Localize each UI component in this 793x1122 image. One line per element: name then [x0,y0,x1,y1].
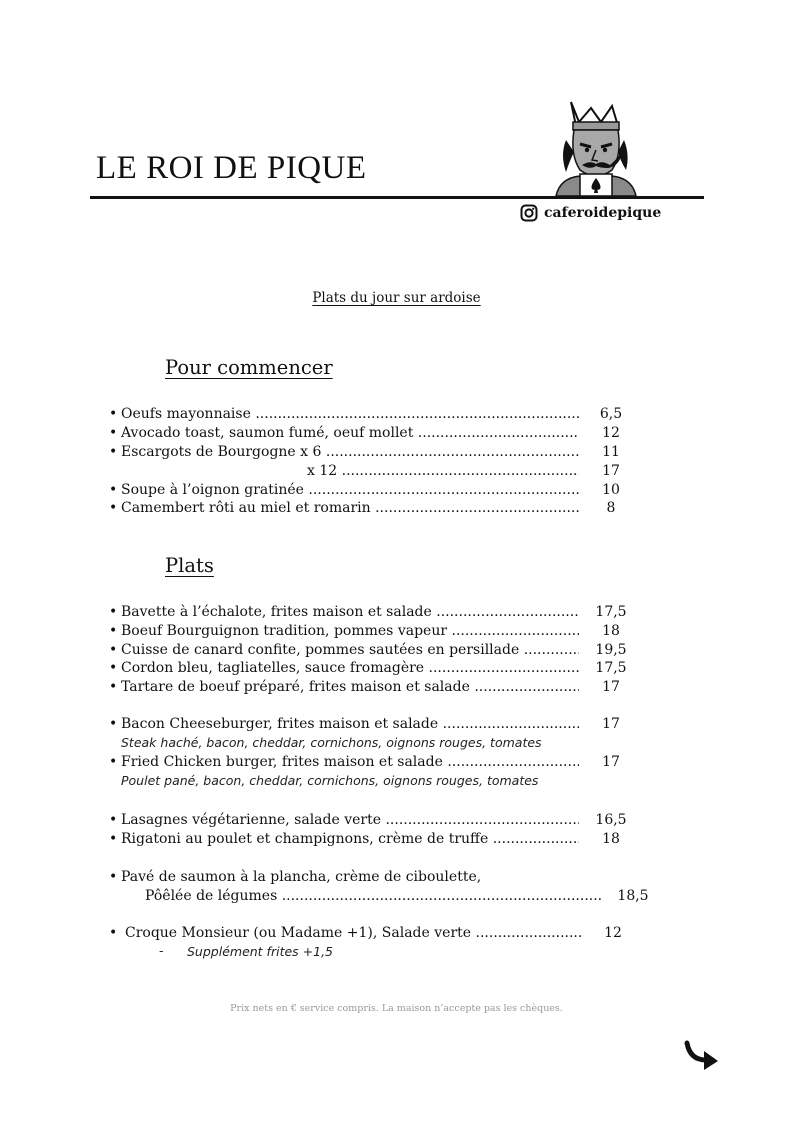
bullet: • [109,754,118,770]
supplement-note: Supplément frites +1,5 [187,944,333,959]
item-price: 17 [602,754,620,770]
item-name: Croque Monsieur (ou Madame +1), Salade verte ..... [125,924,581,943]
supplement-dash: - [159,943,164,958]
page-title: LE ROI DE PIQUE [96,150,367,186]
menu-item [109,641,639,660]
item-name: Avocado toast, saumon fumé, oeuf mollet ..... [121,424,579,443]
item-price: 17,5 [595,660,627,676]
item-price: 17 [602,463,620,479]
bullet: • [109,716,118,732]
menu-item [109,424,639,443]
menu-item [109,678,639,697]
menu-item [109,405,639,424]
curved-arrow-icon[interactable] [682,1040,722,1072]
menu-item [109,753,639,772]
menu-item [109,499,639,518]
instagram-icon [520,204,538,222]
item-name: Lasagnes végétarienne, salade verte ..... [121,811,579,830]
king-of-spades-illustration [546,100,646,196]
bullet: • [109,623,118,639]
instagram-handle[interactable]: caferoidepique [544,205,662,221]
menu-item-variant [109,462,639,481]
item-price: 12 [604,925,622,941]
menu-item [109,443,639,462]
item-name: Rigatoni au poulet et champignons, crème de truffe ..... [121,830,579,849]
bullet: • [109,500,118,516]
bullet: • [109,925,118,941]
item-price: 19,5 [595,642,627,658]
item-name-line2: Pôêlée de légumes ..... [145,887,601,906]
menu-item [109,715,639,734]
header-rule [90,196,704,199]
bullet: • [109,406,118,422]
item-price: 12 [602,425,620,441]
item-name: Bavette à l’échalote, frites maison et salade ..... [121,603,579,622]
bullet: • [109,869,118,885]
menu-item [109,868,639,887]
menu-item [109,481,639,500]
item-price: 11 [602,444,620,460]
menu-item [109,811,639,830]
bullet: • [109,812,118,828]
item-price: 18 [602,623,620,639]
item-price: 10 [602,482,620,498]
item-name: Fried Chicken burger, frites maison et salade ..... [121,753,579,772]
item-description: Steak haché, bacon, cheddar, cornichons, oignons rouges, tomates [121,735,542,750]
item-name: x 12 ..... [307,462,579,481]
bullet: • [109,831,118,847]
item-name: Cordon bleu, tagliatelles, sauce fromagère ..... [121,659,579,678]
bullet: • [109,604,118,620]
item-price: 18,5 [617,888,649,904]
item-name: Oeufs mayonnaise ..... [121,405,579,424]
item-price: 6,5 [599,406,623,422]
item-name: Camembert rôti au miel et romarin ..... [121,499,579,518]
instagram-link[interactable] [520,204,661,222]
menu-item-continued [109,887,661,906]
item-price: 16,5 [595,812,627,828]
item-price: 18 [602,831,620,847]
item-name: Boeuf Bourguignon tradition, pommes vapeur ..... [121,622,579,641]
bullet: • [109,482,118,498]
item-name: Tartare de boeuf préparé, frites maison et salade ..... [121,678,579,697]
section-title-mains: Plats [165,554,214,577]
item-price: 8 [606,500,616,516]
item-name: Cuisse de canard confite, pommes sautées en persillade ..... [121,641,579,660]
bullet: • [109,679,118,695]
item-price: 17 [602,716,620,732]
menu-item [109,830,639,849]
menu-item [109,603,639,622]
item-name: Soupe à l’oignon gratinée ..... [121,481,579,500]
menu-item [109,924,641,943]
menu-item [109,622,639,641]
item-name: Bacon Cheeseburger, frites maison et salade ..... [121,715,579,734]
item-description: Poulet pané, bacon, cheddar, cornichons, oignons rouges, tomates [121,773,539,788]
bullet: • [109,444,118,460]
item-price: 17 [602,679,620,695]
item-name: Pavé de saumon à la plancha, crème de ciboulette, [121,869,482,885]
menu-item [109,659,639,678]
daily-specials-note: Plats du jour sur ardoise [312,290,481,306]
bullet: • [109,425,118,441]
item-name: Escargots de Bourgogne x 6 ..... [121,443,579,462]
section-title-starters: Pour commencer [165,356,333,379]
footer-note: Prix nets en € service compris. La maison n’accepte pas les chèques. [230,1003,563,1014]
bullet: • [109,642,118,658]
item-price: 17,5 [595,604,627,620]
bullet: • [109,660,118,676]
